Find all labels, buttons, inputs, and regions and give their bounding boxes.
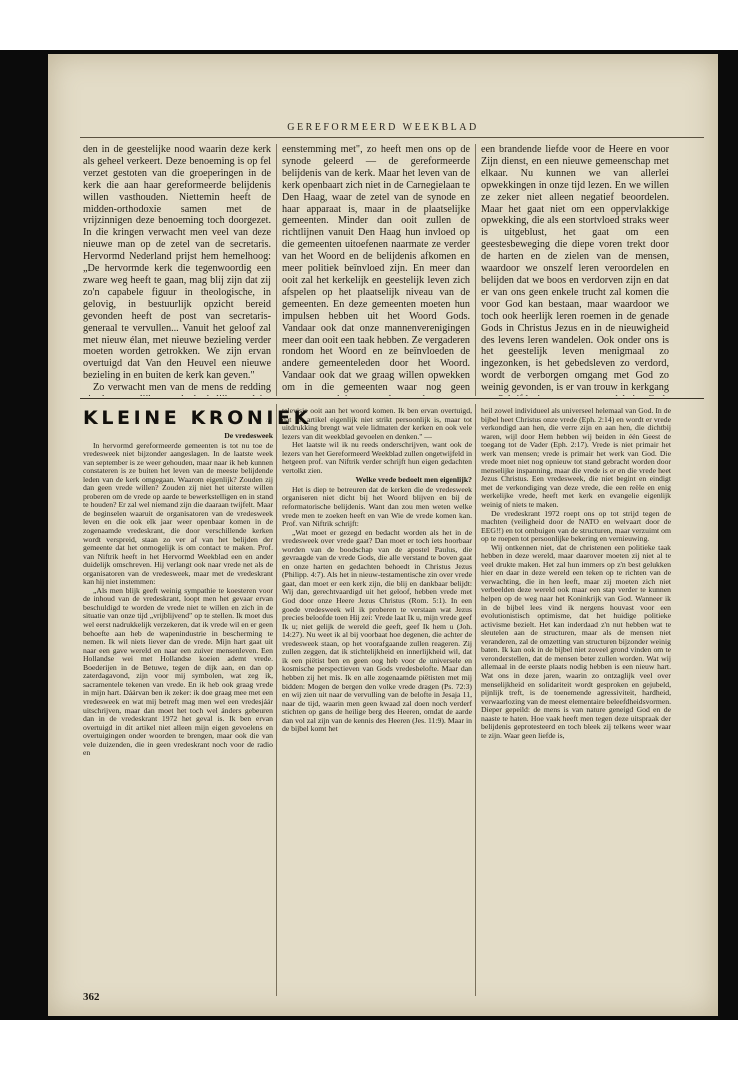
subheading: De vredesweek (224, 431, 273, 440)
article-column-3 (481, 144, 669, 396)
column-divider (475, 404, 476, 996)
header-rule (80, 137, 704, 138)
kroniek-column-1 (83, 431, 273, 995)
paragraph: eenstemming met", zo heeft men ons op de synode geleerd — de gereformeerde belijdenis van de kerk. Maar het leven van de kerk openbaart zich niet in de Carnegielaan te Den Haag, waar de zetel van de synode en haar apparaat is, maar in de plaatselijke gemeenten. Minder dan ooit zullen de richtlijnen vanuit Den Haag hun invloed op die gemeenten uitoefenen naarmate ze verder van het Woord en de belijdenis afkomen en meer politiek beïnvloed zijn. En meer dan ooit zal het kerkelijk en geestelijk leven zich afspelen op het plaatselijk niveau van de gemeenten. En deze gemeenten moeten hun impulsen hebben uit het Woord Gods. Vandaar ook dat onze mannenverenigingen meer dan ooit een taak hebben. Ze vergaderen rondom het Woord en ze beïnvloeden de andere gemeenteleden door het Woord. Vandaar ook dat we graag willen opwekken om in die gemeenten waar nog geen (282, 144, 470, 394)
article-column-2 (282, 144, 470, 396)
page-number: 362 (83, 991, 100, 1003)
paragraph: „Wat moet er gezegd en bedacht worden als het in de vredesweek over vrede gaat? Dan moet er toch iets hoorbaar worden van de boodschap van de apostel Paulus, die gevraagde van de vrede Gods, die alle verstand te boven gaat en onze harten en gedachten behoedt in Christus Jezus (Philipp. 4:7). Als het in nieuw-testamentische zin over vrede gaat, dan moet er een kerk zijn, die blij en dankbaar belijdt: Wij dan, gerechtvaardigd uit het geloof, hebben vrede met God door onze Heere Jezus Christus (Rom. 5:1). In een goede vredesweek wil ik proberen te verstaan wat Jezus precies beloofde toen Hij zei: Vrede laat Ik u, mijn vrede geef Ik u; niet gelijk de wereld die geeft, geef Ik hem u (Joh. 14:27). Nu weet ik al bij voorbaat hoe degenen, die achter de vredesweek staan, op het voorafgaande zullen reageren. Zij zullen zeggen, dat ik stichtelijkheid en innerlijkheid wil, dat ik een piëtist ben en geen oog heb voor de universele en kosmische perspectieven van Gods vredesbelofte. Maar dan hebben zij het mis. Ik en alle zogenaamde piëtisten met mij bidden: Mogen de bergen den volke vrede dragen (Ps. 72:3) en wij zien uit naar de vervulling van de belofte in Jesaja 11, naar de tijd, waarin men geen kwaad zal doen noch verderf stichten op gans de heilige berg des Heeren, omdat de aarde dan vol zal zijn van de kennis des Heeren (Jes. 11:9). Maar in de bijbel komt het (282, 527, 472, 734)
column-divider (276, 404, 277, 996)
column-divider (475, 144, 476, 396)
paragraph: Wij ontkennen niet, dat de christenen een politieke taak hebben in deze wereld, maar daarover moeten zij niet al te veel drukte maken. Het zal hun immers op z'n best gelukken hier en daar in deze wereld een teken op te richten van de verwachting, die in hen leeft, maar zij moeten zich niet verbeelden deze wereld ook maar een stap verder te kunnen helpen op de weg naar het Koninkrijk van God. Wanneer ik in de bijbel lees vind ik nergens houvast voor een evolutionistisch optimisme, dat het huidige politieke activisme bezielt. Het kan inderdaad z'n nut hebben wat te sleutelen aan de structuren, maar als de mensen niet veranderen, zal de omzetting van structuren bijzonder weinig baten. Ik kan ook in de bijbel niet zoveel grond vinden om te veronderstellen, dat de mensen beter zullen worden. Wat wij allemaal in de eerste plaats nodig hebben is een nieuw hart. Wat ons in deze jaren, waarin zo ontzaglijk veel over menselijkheid en solidariteit wordt gesproken en gejubeld, pijnlijk treft, is de toenemende agressiviteit, hardheid, verwaarlozing van de meest elementaire beleefdheidsvormen. Dieper gepeild: de mens is van nature geneigd God en de naaste te haten. Hoe vaak heeft men tegen deze uitspraak der belijdenis geprotesteerd en toch bleek zij telkens weer waar te zijn. Waar geen liefde is, (481, 542, 671, 740)
kroniek-column-3 (481, 407, 671, 995)
running-head: GEREFORMEERD WEEKBLAD (287, 122, 479, 133)
paragraph: De vredeskrant 1972 roept ons op tot strijd tegen de machten (veiligheid door de NATO en welvaart door de EEG!!) en tot ombuigen van de structuren, maar verzuimt om op te roepen tot persoonlijke bekering en vernieuwing. (481, 508, 671, 544)
paragraph: Zo verwacht men van de mens de redding (93, 382, 271, 394)
paragraph: heil zowel individueel als universeel helemaal van God. In de bijbel heet Christus onze vrede (Eph. 2:14) en wordt er vrede verkondigd aan hen, die verre zijn en aan hen, die dichtbij waren, wijl door Hem hebben wij beiden in één Geest de toegang tot de Vader (Eph. 2:17). Vrede is niet primair het werk van mensen; vrede is primair het werk van God. Die vrede moet niet nog opnieuw tot stand gebracht worden door menselijke inspanning, maar die vrede is er en die vrede heet Jezus Christus. Een vredesweek, die niet begint en eindigt met de verkondiging van deze vrede, die een reële en enig werkelijke vrede, heeft met kerk en evangelie eigenlijk weinig of niets te maken. (481, 407, 671, 510)
paragraph: „Als men blijk geeft weinig sympathie te koesteren voor de inhoud van de vredeskrant, loopt men het gevaar ervan beschuldigd te worden de vrede niet te willen en zich in de situatie van onze tijd „vrijblijvend" op te stellen. Ik moet dus wel eerst nadrukkelijk verzekeren, dat ik vrede wil en er geen behoefte aan heb de wapenindustrie in bescherming te nemen. Ik wil niets liever dan de vrede. Mijn hart gaat uit naar een gave wereld en naar een zuiver mensenleven. Een Hollandse wei met Hollandse koeien ademt vrede. Boederijen in de Betuwe, tegen de dijk aan, en dan op zaterdagavond, zijn voor mij symbolen, wat zeg ik, sacramentele tekenen van vrede. En ik heb ook graag vrede in mijn hart. Dáárvan ben ik zeker: ik doe graag mee met een vredesweek en wat mij betreft mag men wel een vredesjáár uitschrijven, maar dan moet het toch wel ánders gebeuren dan in de vredeskrant 1972 het geval is. Ik ben ervan overtuigd in dit artikel niet alleen mijn eigen gevoelens en overtuigingen onder woorden te brengen, maar ook die van vele duizenden, die in geen vredeskrant noch voor de radio en (83, 585, 273, 758)
paragraph: In hervormd gereformeerde gemeenten is tot nu toe de vredesweek niet bijzonder aangeslagen. In de laatste week van september is ze weer gehouden, maar naar ik heb kunnen constateren is ze buiten het leven van de meeste belijdende leden van de kerk omgegaan. Waarom eigenlijk? Zouden zij dan geen vrede willen? Zouden zij niet het uiterste willen proberen om de vrede op aarde te bewerkstelligen en in stand te houden? Er zal wel niemand zijn die daaraan twijfelt. Maar de beginselen waaruit de organisatoren van de vredesweek leven en die ook elk jaar weer openbaar komen in de zogenaamde vredeskrant, die door verschillende kerken wordt verspreid, staan zo ver af van het belijden der gemeente dat het onmogelijk is om contact te maken. Prof. van Niftrik heeft in het Hervormd Weekblad een en ander duidelijk omschreven. Hij verlangt ook naar vrede net als de organisatoren van de vredesweek, maar met de vredeskrant kan hij niet instemmen: (83, 440, 273, 587)
subheading: Welke vrede bedoelt men eigenlijk? (355, 475, 472, 485)
section-divider (80, 398, 704, 399)
paragraph: Het laatste wil ik nu reeds onderschrijven, want ook de lezers van het Gereformeerd Weekblad zullen ongetwijfeld in hetgeen prof. van Niftrik verder schrijft hun eigen gedachten vertolkt zien. (282, 440, 472, 475)
kroniek-column-2 (282, 407, 472, 995)
article-column-1 (83, 144, 271, 396)
magazine-page (48, 54, 718, 1016)
column-divider (276, 144, 277, 396)
section-title: KLEINE KRONIEK (83, 407, 312, 429)
paragraph: televisie ooit aan het woord komen. Ik ben ervan overtuigd, dat dit artikel eigenlijk niet strikt persoonlijk is, maar tot uitdrukking brengt wat vele lidmaten der kerken en ook vele lezers van dit weekblad gevoelen en denken." — (282, 407, 472, 441)
paragraph: een brandende liefde voor de Heere en voor Zijn dienst, en een nieuwe gemeenschap met elkaar. Nu kunnen we van allerlei opwekkingen in onze tijd lezen. En we willen ze zeker niet alleen negatief beoordelen. Maar het gaat niet om een oppervlakkige opwekking, die als een stortvloed straks weer is uitgeblust, het gaat om een geestesbeweging die diepe voren trekt door de harten en de zielen van de mensen, waardoor we onszelf leren veroordelen en belijden dat we boos en verdorven zijn en dat er van ons geen enkele trucht zal komen die voor God kan bestaan, maar waardoor we toch ook heerlijk leren roemen in de genade Gods in Christus Jezus en in de nieuwigheid des levens leren wandelen. Ook onder ons is het geestelijk leven menigmaal zo ingezonken, is het gebedsleven zo verdord, wordt de verborgen omgang met God zo weinig gevonden, is er van trouw in kerkgang (481, 144, 669, 394)
paragraph: Het is diep te betreuren dat de kerken die de vredesweek organiseren niet dicht bij het Woord blijven en bij de reformatorische belijdenis. Want dan zou men weten welke vrede men te zoeken heeft en van Wie de vrede komen kan. Prof. van Niftrik schrijft: (282, 484, 472, 529)
paragraph: den in de geestelijke nood waarin deze kerk als geheel verkeert. Deze benoeming is op fel verzet gestoten van die groeperingen in de kerk die aan haar gereformeerde belijdenis willen vasthouden. Niettemin heeft de midden-orthodoxie samen met de vrijzinnigen deze benoeming toch doorgezet. In die kringen verwacht men veel van deze nieuwe man op de zetel van de secretaris. Hervormd Nederland prijst hem hemelhoog: „De hervormde kerk die tegenwoordig een zware weg heeft te gaan, mag blij zijn dat zij zo'n capabele figuur in theologische, in gelovig, in bestuurlijk opzicht bereid gevonden heeft de post van secretaris-generaal te vervullen... Vanuit het geloof zal met nieuw élan, met nieuwe bezieling verder moeten worden getrokken. We zijn ervan overtuigd dat Van den Heuvel een nieuwe bezieling in en buiten de kerk kan geven." (83, 144, 271, 382)
